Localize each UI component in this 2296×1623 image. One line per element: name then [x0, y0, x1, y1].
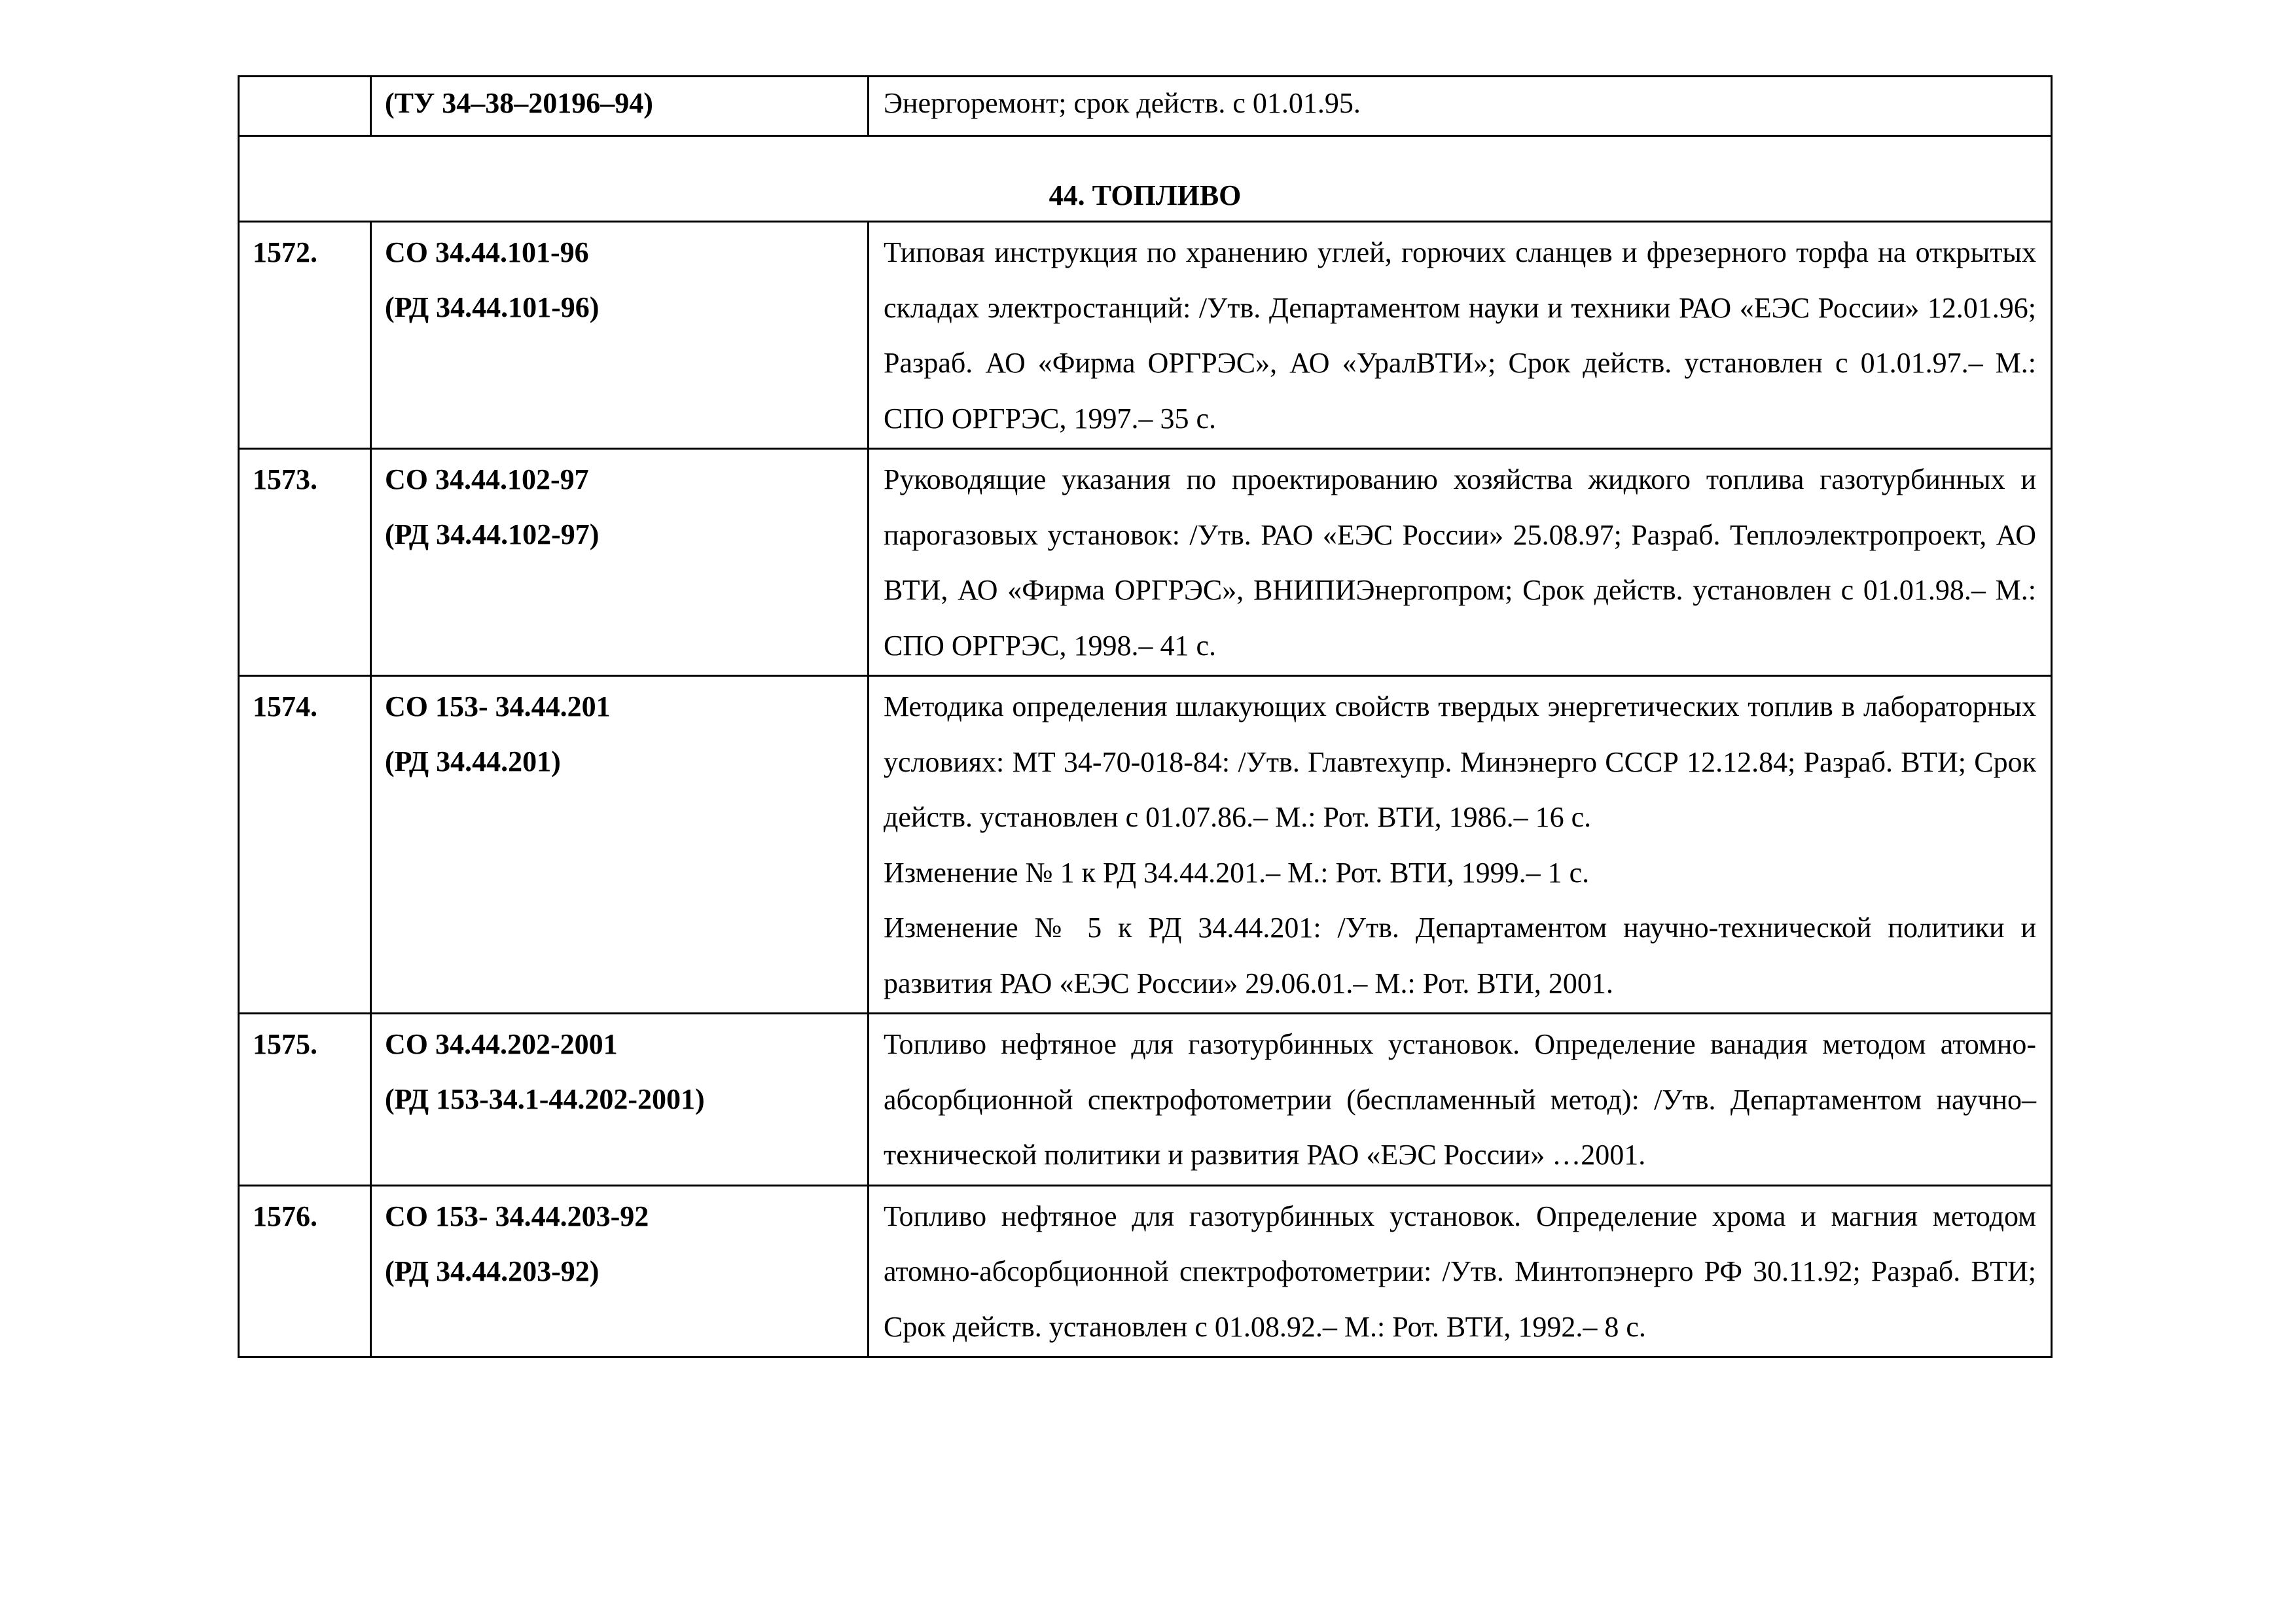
document-code: (ТУ 34–38–20196–94): [371, 77, 869, 136]
document-description: [869, 676, 2052, 1014]
description-paragraph: Топливо нефтяное для газотурбинных установок. Определение ванадия методом атомно-абсорбционной спектрофотометрии (беспламенный метод): /Утв. Департаментом научно– технической политики и развития РАО «ЕЭС России» …2001.: [884, 1028, 2036, 1171]
document-description: [869, 1014, 2052, 1186]
document-code: [371, 1014, 869, 1186]
table-row: [239, 676, 2052, 1014]
document-code-line: (РД 34.44.102-97): [385, 518, 600, 550]
document-description: [869, 449, 2052, 676]
description-paragraph: Типовая инструкция по хранению углей, горючих сланцев и фрезерного торфа на открытых складах электростанций: /Утв. Департаментом науки и техники РАО «ЕЭС России» 12.01.96; Разраб. АО «Фирма ОРГРЭС», АО «УралВТИ»; Срок действ. установлен с 01.01.97.– М.: СПО ОРГРЭС, 1997.– 35 с.: [884, 236, 2036, 435]
table-row: [239, 1185, 2052, 1357]
section-heading-row: [239, 136, 2052, 222]
document-code-line: (РД 34.44.201): [385, 745, 561, 777]
document-code-line: СО 34.44.101-96: [385, 236, 589, 268]
document-code-line: СО 34.44.202-2001: [385, 1028, 618, 1060]
document-code-line: СО 153- 34.44.203-92: [385, 1200, 649, 1232]
standards-table: [238, 75, 2053, 1358]
row-number: 1575.: [239, 1014, 371, 1186]
document-code-line: СО 34.44.102-97: [385, 463, 589, 495]
document-code: [371, 222, 869, 449]
row-number: 1576.: [239, 1185, 371, 1357]
table-row: [239, 222, 2052, 449]
description-paragraph: Методика определения шлакующих свойств твердых энергетических топлив в лабораторных условиях: МТ 34-70-018-84: /Утв. Главтехупр. Минэнерго СССР 12.12.84; Разраб. ВТИ; Срок действ. установлен с 01.07.86.– М.: Рот. ВТИ, 1986.– 16 с.: [884, 690, 2036, 833]
section-title: 44. ТОПЛИВО: [239, 136, 2052, 222]
description-paragraph: Изменение № 5 к РД 34.44.201: /Утв. Департаментом научно-технической политики и развития РАО «ЕЭС России» 29.06.01.– М.: Рот. ВТИ, 2001.: [884, 912, 2036, 999]
description-paragraph: Изменение № 1 к РД 34.44.201.– М.: Рот. ВТИ, 1999.– 1 с.: [884, 856, 1590, 889]
row-number: 1573.: [239, 449, 371, 676]
document-description: [869, 1185, 2052, 1357]
row-number: [239, 77, 371, 136]
document-description: [869, 222, 2052, 449]
row-number: 1572.: [239, 222, 371, 449]
row-number: 1574.: [239, 676, 371, 1014]
document-code-line: (РД 34.44.203-92): [385, 1255, 600, 1287]
document-code: [371, 676, 869, 1014]
table-row: [239, 449, 2052, 676]
document-code: [371, 1185, 869, 1357]
document-code: [371, 449, 869, 676]
table-row: [239, 77, 2052, 136]
description-paragraph: Руководящие указания по проектированию хозяйства жидкого топлива газотурбинных и парогазовых установок: /Утв. РАО «ЕЭС России» 25.08.97; Разраб. Теплоэлектропроект, АО ВТИ, АО «Фирма ОРГРЭС», ВНИПИЭнергопром; Срок действ. установлен с 01.01.98.– М.: СПО ОРГРЭС, 1998.– 41 с.: [884, 463, 2036, 662]
table-body: [239, 77, 2052, 1357]
table-row: [239, 1014, 2052, 1186]
document-code-line: (РД 153-34.1-44.202-2001): [385, 1083, 705, 1115]
description-paragraph: Топливо нефтяное для газотурбинных установок. Определение хрома и магния методом атомно-абсорбционной спектрофотометрии: /Утв. Минтопэнерго РФ 30.11.92; Разраб. ВТИ; Срок действ. установлен с 01.08.92.– М.: Рот. ВТИ, 1992.– 8 с.: [884, 1200, 2036, 1343]
document-code-line: СО 153- 34.44.201: [385, 690, 611, 722]
document-code-line: (РД 34.44.101-96): [385, 291, 600, 323]
document-description: Энергоремонт; срок действ. с 01.01.95.: [869, 77, 2052, 136]
